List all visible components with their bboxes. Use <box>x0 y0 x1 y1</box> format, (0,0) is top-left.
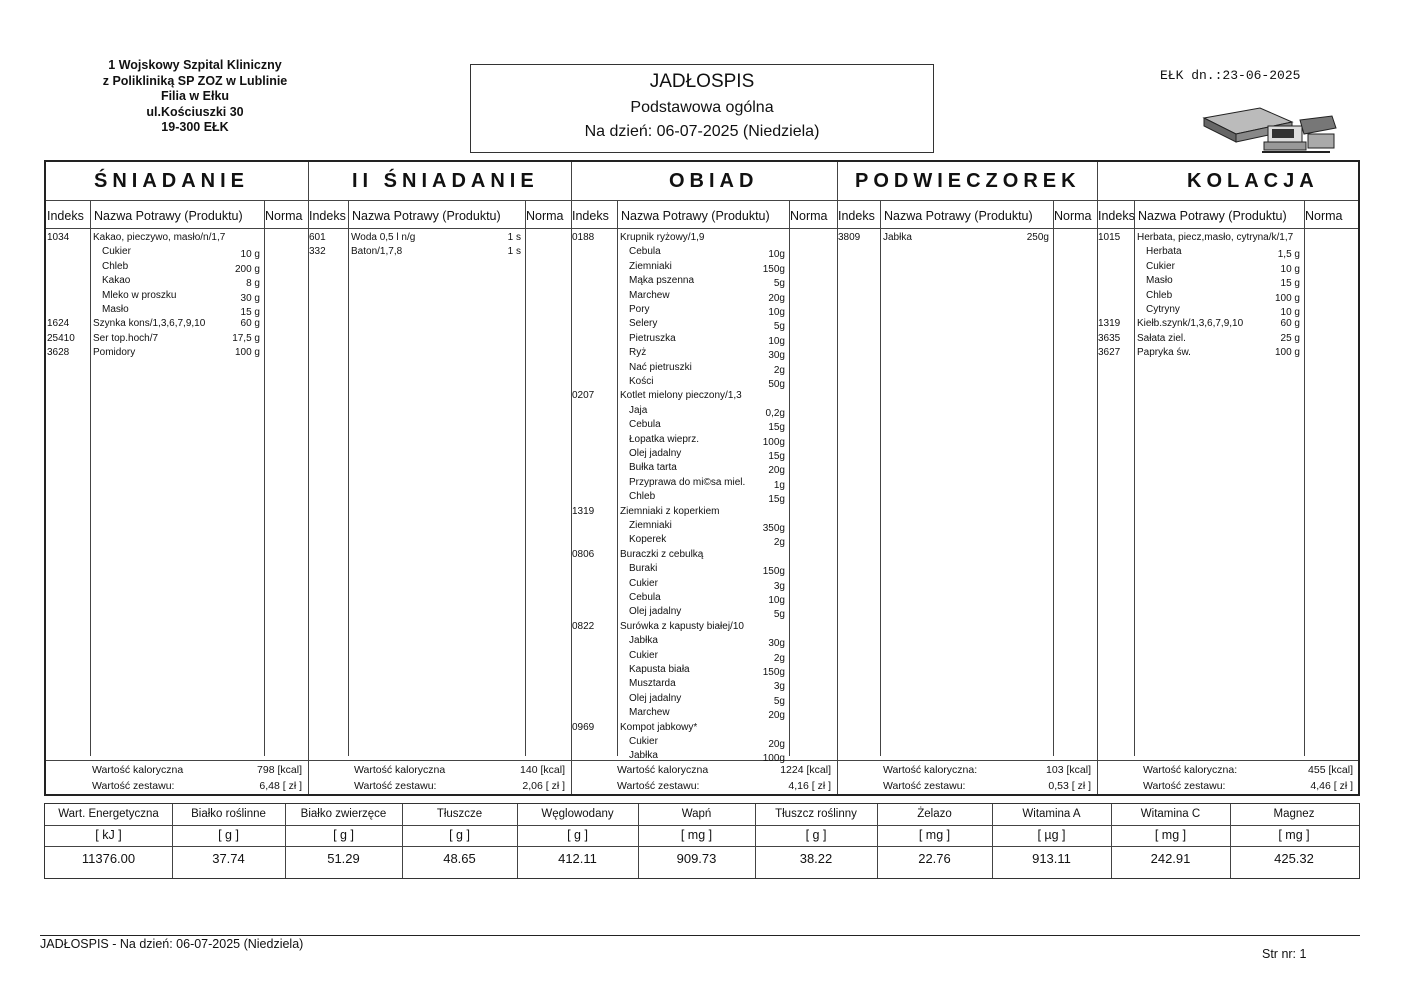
name-header: Nazwa Potrawy (Produktu) <box>621 209 770 223</box>
hospital-line: 19-300 EŁK <box>161 120 229 134</box>
norm-column-line <box>264 200 265 756</box>
row-index: 601 <box>309 232 326 243</box>
row-norm: 15g <box>768 494 785 506</box>
row-name: Woda 0,5 l n/g <box>351 232 416 243</box>
nutrient-unit: [ g ] <box>218 828 239 842</box>
row-name: Baton/1,7,8 <box>351 246 403 258</box>
cost-label: Wartość zestawu: <box>883 780 966 792</box>
nutrient-value: 22.76 <box>918 851 951 866</box>
meal-header-divider <box>46 200 1358 201</box>
row-name: Cukier <box>1146 260 1175 272</box>
meal-title: PODWIECZOREK <box>855 170 1081 192</box>
hospital-line: z Polikliniką SP ZOZ w Lublinie <box>102 73 288 88</box>
row-name: Chleb <box>629 491 656 503</box>
cost-value: 0,53 [ zł ] <box>1048 780 1091 792</box>
kcal-value: 140 [kcal] <box>520 764 565 776</box>
footer-text: JADŁOSPIS - Na dzień: 06-07-2025 (Niedziela) <box>40 937 304 951</box>
kcal-label: Wartość kaloryczna: <box>883 764 978 776</box>
kcal-value: 103 [kcal] <box>1046 764 1091 776</box>
row-norm: 2g <box>773 364 785 376</box>
nutrient-value: 51.29 <box>327 851 360 866</box>
nutrition-divider-1 <box>45 825 1359 826</box>
row-norm: 3g <box>773 580 785 592</box>
row-norm: 10g <box>768 335 785 347</box>
row-norm: 30g <box>768 350 785 362</box>
row-name: Kotlet mielony pieczony/1,3 <box>620 390 742 402</box>
name-header: Nazwa Potrawy (Produktu) <box>884 209 1033 223</box>
row-name: Ziemniaki <box>629 260 672 272</box>
cost-value: 2,06 [ zł ] <box>522 780 565 792</box>
row-norm: 17,5 g <box>232 332 260 344</box>
footer-rule <box>40 935 1360 936</box>
nutrient-unit: [ g ] <box>449 828 470 842</box>
row-norm: 5g <box>773 695 785 707</box>
row-name: Masło <box>102 304 129 315</box>
meal-title: OBIAD <box>669 170 759 192</box>
row-norm: 5g <box>773 321 785 333</box>
issue-date: EŁK dn.:23-06-2025 <box>1160 68 1301 83</box>
row-name: Kości <box>629 376 654 387</box>
row-index: 0969 <box>572 721 595 733</box>
row-norm: 20g <box>768 465 785 477</box>
computer-printer-icon <box>1200 100 1340 156</box>
row-name: Ziemniaki z koperkiem <box>620 505 720 517</box>
row-name: Buraki <box>629 563 658 575</box>
nutrient-label: Tłuszcz roślinny <box>775 808 857 820</box>
nutrient-label: Witamina A <box>1022 808 1081 820</box>
row-index: 3627 <box>1098 347 1121 359</box>
row-index: 0188 <box>572 232 595 243</box>
hospital-line: Filia w Ełku <box>160 89 230 103</box>
row-name: Marchew <box>629 707 670 719</box>
row-norm: 15g <box>768 422 785 434</box>
row-norm: 350g <box>762 523 785 534</box>
nutrient-value: 412.11 <box>558 851 597 866</box>
nutrient-unit: [ g ] <box>805 828 827 842</box>
meal-divider <box>571 162 572 794</box>
row-norm: 2g <box>773 652 785 664</box>
row-name: Cukier <box>629 577 658 589</box>
cost-value: 4,16 [ zł ] <box>788 780 831 792</box>
row-name: Krupnik ryżowy/1,9 <box>620 232 705 243</box>
row-name: Surówka z kapusty białej/10 <box>620 620 744 632</box>
index-header: Indeks <box>309 209 346 223</box>
row-norm: 150g <box>762 566 785 578</box>
row-name: Cebula <box>629 419 661 431</box>
row-norm: 100 g <box>1274 292 1300 304</box>
kcal-label: Wartość kaloryczna <box>617 764 709 776</box>
nutrient-unit: [ mg ] <box>1154 828 1187 842</box>
row-name: Kompot jabkowy* <box>620 721 698 733</box>
nutrient-label: Żelazo <box>917 808 952 820</box>
row-norm: 0,2g <box>765 407 785 419</box>
row-name: Kiełb.szynk/1,3,6,7,9,10 <box>1137 318 1244 330</box>
row-index: 1034 <box>47 232 70 243</box>
row-name: Papryka św. <box>1137 347 1191 359</box>
row-norm: 250g <box>1026 232 1049 243</box>
nutrient-value: 48.65 <box>443 851 476 866</box>
row-norm: 50g <box>768 379 785 390</box>
row-index: 0822 <box>572 620 595 632</box>
kcal-label: Wartość kaloryczna: <box>1143 764 1238 776</box>
diet-name: Podstawowa ogólna <box>630 99 774 116</box>
row-index: 1624 <box>47 318 70 330</box>
norm-header: Norma <box>526 209 564 223</box>
row-name: Jabłka <box>629 750 658 762</box>
kcal-label: Wartość kaloryczna <box>354 764 446 776</box>
row-norm: 1 s <box>507 232 521 243</box>
row-name: Cukier <box>629 736 658 747</box>
row-norm: 25 g <box>1280 332 1300 344</box>
nutrient-unit: [ µg ] <box>1037 828 1066 842</box>
row-name: Mleko w proszku <box>102 289 177 301</box>
row-name: Mąka pszenna <box>629 275 695 287</box>
column-header-divider <box>46 228 1358 229</box>
index-column-line <box>1134 200 1135 756</box>
row-norm: 2g <box>773 537 785 549</box>
norm-column-line <box>525 200 526 756</box>
row-norm: 20g <box>768 739 785 750</box>
row-norm: 5g <box>773 278 785 290</box>
page-number: Str nr: 1 <box>1262 947 1307 961</box>
row-name: Przyprawa do mi©sa miel. <box>629 476 746 488</box>
row-norm: 3g <box>773 681 785 693</box>
row-norm: 8 g <box>246 278 260 290</box>
row-norm: 15 g <box>240 307 260 318</box>
row-name: Kakao, pieczywo, masło/n/1,7 <box>93 232 226 243</box>
nutrient-value: 913.11 <box>1032 851 1071 866</box>
row-norm: 10 g <box>1280 307 1300 318</box>
row-name: Jabłka <box>629 635 658 647</box>
row-index: 25410 <box>47 332 75 344</box>
cost-value: 4,46 [ zł ] <box>1310 780 1353 792</box>
meal-title: KOLACJA <box>1187 170 1319 192</box>
row-name: Cukier <box>629 649 658 661</box>
index-column-line <box>617 200 618 756</box>
row-index: 1319 <box>1098 318 1121 330</box>
row-norm: 60 g <box>240 318 260 330</box>
index-column-line <box>348 200 349 756</box>
row-name: Jabłka <box>883 232 912 243</box>
index-column-line <box>90 200 91 756</box>
row-name: Cebula <box>629 592 661 603</box>
page-title: JADŁOSPIS <box>649 71 755 92</box>
row-name: Cukier <box>102 246 131 258</box>
row-name: Koperek <box>629 534 667 546</box>
kcal-value: 1224 [kcal] <box>780 764 831 776</box>
row-norm: 20g <box>768 292 785 304</box>
nutrient-label: Białko roślinne <box>191 808 266 820</box>
row-norm: 10 g <box>1280 263 1300 275</box>
index-header: Indeks <box>47 209 84 223</box>
meal-title: ŚNIADANIE <box>94 170 250 192</box>
row-name: Musztarda <box>629 678 676 690</box>
nutrient-value: 242.91 <box>1150 851 1191 866</box>
index-column-line <box>880 200 881 756</box>
nutrient-unit: [ kJ ] <box>95 828 122 842</box>
row-norm: 1g <box>773 479 785 491</box>
norm-column-line <box>789 200 790 756</box>
nutrient-label: Wapń <box>681 808 712 820</box>
norm-header: Norma <box>1054 209 1092 223</box>
totals-divider <box>46 760 1358 761</box>
row-name: Łopatka wieprz. <box>629 433 700 445</box>
index-header: Indeks <box>838 209 875 223</box>
row-norm: 15g <box>768 451 785 462</box>
row-name: Jaja <box>629 404 648 416</box>
row-name: Pomidory <box>93 347 136 359</box>
nutrient-label: Witamina C <box>1140 808 1201 820</box>
row-name: Chleb <box>102 260 129 272</box>
hospital-line: 1 Wojskowy Szpital Kliniczny <box>108 58 282 72</box>
row-name: Chleb <box>1146 289 1173 301</box>
nutrient-value: 425.32 <box>1274 851 1314 866</box>
row-norm: 20g <box>768 710 785 722</box>
row-norm: 5g <box>773 609 785 621</box>
nutrient-label: Wart. Energetyczna <box>58 808 159 820</box>
nutrient-label: Węglowodany <box>541 808 614 820</box>
hospital-line: ul.Kościuszki 30 <box>146 104 244 119</box>
row-name: Cebula <box>629 246 661 258</box>
row-norm: 60 g <box>1280 318 1300 330</box>
row-name: Kapusta biała <box>629 664 690 675</box>
row-norm: 10 g <box>240 249 260 261</box>
row-name: Selery <box>629 318 658 330</box>
name-header: Nazwa Potrawy (Produktu) <box>94 209 243 223</box>
row-name: Marchew <box>629 289 670 301</box>
row-name: Masło <box>1146 275 1173 287</box>
row-index: 1015 <box>1098 232 1121 243</box>
nutrient-unit: [ g ] <box>567 828 588 842</box>
nutrient-label: Tłuszcze <box>436 808 483 820</box>
row-norm: 100 g <box>1274 347 1300 359</box>
row-name: Ziemniaki <box>629 520 672 531</box>
row-norm: 100g <box>762 436 785 448</box>
nutrient-unit: [ mg ] <box>918 828 951 842</box>
row-norm: 1,5 g <box>1277 249 1300 261</box>
row-name: Buraczki z cebulką <box>620 548 704 560</box>
kcal-value: 798 [kcal] <box>257 764 302 776</box>
row-name: Olej jadalny <box>629 448 682 459</box>
nutrient-value: 38.22 <box>799 851 833 866</box>
row-name: Kakao <box>102 275 131 287</box>
norm-column-line <box>1304 200 1305 756</box>
row-index: 3809 <box>838 232 861 243</box>
index-header: Indeks <box>572 209 609 223</box>
row-norm: 100g <box>762 753 785 765</box>
row-name: Cytryny <box>1146 304 1180 315</box>
row-norm: 10g <box>768 595 785 606</box>
nutrition-divider-2 <box>45 846 1359 847</box>
menu-date: Na dzień: 06-07-2025 (Niedziela) <box>584 123 820 140</box>
cost-label: Wartość zestawu: <box>92 780 175 792</box>
meal-divider <box>1097 162 1098 794</box>
row-norm: 30 g <box>240 292 260 304</box>
norm-column-line <box>1053 200 1054 756</box>
row-norm: 30g <box>768 638 785 650</box>
row-norm: 10g <box>768 307 785 318</box>
row-name: Szynka kons/1,3,6,7,9,10 <box>93 318 206 330</box>
row-name: Olej jadalny <box>629 606 682 618</box>
row-norm: 150g <box>762 667 785 678</box>
row-name: Ser top.hoch/7 <box>93 332 159 344</box>
row-name: Pory <box>629 304 650 315</box>
row-name: Olej jadalny <box>629 692 682 704</box>
row-name: Pietruszka <box>629 332 676 344</box>
name-header: Nazwa Potrawy (Produktu) <box>1138 209 1287 223</box>
row-name: Sałata ziel. <box>1137 332 1186 344</box>
norm-header: Norma <box>265 209 303 223</box>
row-index: 3635 <box>1098 332 1121 344</box>
row-name: Herbata <box>1146 246 1182 258</box>
menu-table <box>44 160 1360 796</box>
nutrient-value: 909.73 <box>676 851 717 866</box>
row-index: 3628 <box>47 347 70 359</box>
meal-title: II ŚNIADANIE <box>352 170 539 192</box>
cost-value: 6,48 [ zł ] <box>259 780 302 792</box>
row-norm: 10g <box>768 249 785 261</box>
row-index: 0207 <box>572 390 595 402</box>
row-norm: 1 s <box>507 246 521 258</box>
nutrient-value: 37.74 <box>212 851 245 866</box>
row-index: 1319 <box>572 505 595 517</box>
hospital-address <box>70 58 320 136</box>
kcal-value: 455 [kcal] <box>1308 764 1353 776</box>
nutrient-label: Białko zwierzęce <box>300 808 387 820</box>
row-norm: 100 g <box>234 347 260 359</box>
index-header: Indeks <box>1098 209 1135 223</box>
title-box <box>470 64 934 153</box>
row-norm: 15 g <box>1280 278 1300 290</box>
row-norm: 150g <box>762 263 785 275</box>
norm-header: Norma <box>1305 209 1343 223</box>
norm-header: Norma <box>790 209 828 223</box>
nutrient-unit: [ mg ] <box>680 828 713 842</box>
cost-label: Wartość zestawu: <box>617 780 700 792</box>
nutrient-unit: [ g ] <box>333 828 354 842</box>
kcal-label: Wartość kaloryczna <box>92 764 184 776</box>
row-index: 0806 <box>572 548 595 560</box>
cost-label: Wartość zestawu: <box>354 780 437 792</box>
row-name: Herbata, piecz,masło, cytryna/k/1,7 <box>1137 232 1294 243</box>
row-name: Nać pietruszki <box>629 361 692 373</box>
cost-label: Wartość zestawu: <box>1143 780 1226 792</box>
nutrient-value: 11376.00 <box>81 851 136 866</box>
row-norm: 200 g <box>234 263 260 275</box>
row-name: Bułka tarta <box>629 462 677 474</box>
nutrient-unit: [ mg ] <box>1278 828 1310 842</box>
nutrient-label: Magnez <box>1273 808 1315 820</box>
nutrition-summary <box>44 803 1360 879</box>
meal-divider <box>837 162 838 794</box>
row-name: Ryż <box>629 347 647 359</box>
row-index: 332 <box>309 246 326 258</box>
name-header: Nazwa Potrawy (Produktu) <box>352 209 501 223</box>
